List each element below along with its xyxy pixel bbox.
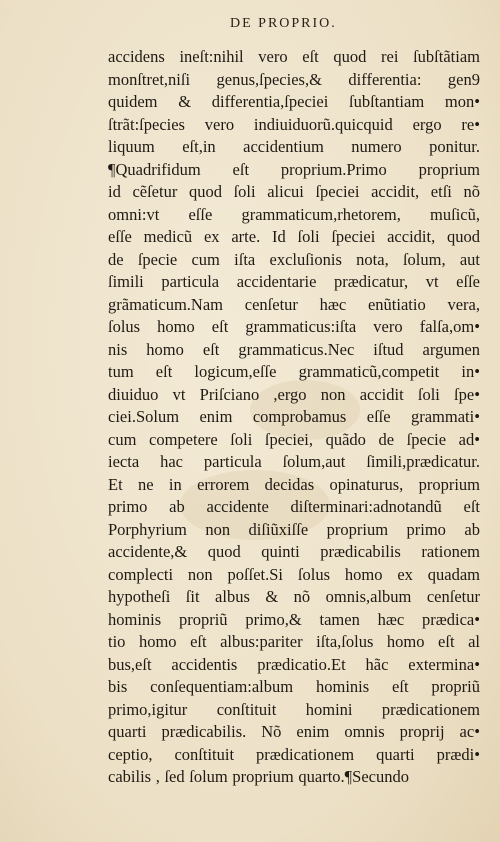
text-line: de ſpecie cum iſta excluſionis nota, ſolum, aut: [108, 249, 480, 269]
text-line: ſimili particula accidentarie prædicatur, vt eſſe: [108, 272, 480, 291]
text-line: cum competere ſoli ſpeciei, quãdo de ſpecie ad•: [108, 429, 480, 449]
text-line: ciei.Solum enim comprobamus eſſe grammati•: [108, 407, 480, 426]
text-line: accidente,& quod quinti prædicabilis rationem: [108, 542, 480, 561]
text-line: Porphyrium non diſiũxiſſe proprium primo ab: [108, 519, 480, 539]
text-line: cabilis , ſed ſolum proprium quarto.¶Secundo: [108, 767, 409, 786]
text-line: ſtrãt:ſpecies vero indiuiduorũ.quicquid ergo re•: [108, 114, 480, 134]
text-line: bus,eſt accidentis prædicatio.Et hãc extermina•: [108, 654, 480, 674]
text-line: ceptio, conſtituit prædicationem quarti prædi•: [108, 744, 480, 764]
text-line: diuiduo vt Priſciano ,ergo non accidit ſoli ſpe•: [108, 384, 480, 404]
text-line: ¶Quadrifidum eſt proprium.Primo proprium: [108, 159, 480, 179]
text-line: tio homo eſt albus:pariter iſta,ſolus homo eſt al: [108, 632, 480, 651]
text-line: bis conſequentiam:album hominis eſt propriũ: [108, 677, 480, 696]
text-line: monſtret,niſi genus,ſpecies,& differentia: gen9: [108, 69, 480, 89]
text-line: id cẽſetur quod ſoli alicui ſpeciei accidit, etſi nõ: [108, 182, 480, 201]
text-line: quarti prædicabilis. Nõ enim omnis proprij ac•: [108, 722, 480, 741]
text-line: hypotheſi ſit albus & nõ omnis,album cenſetur: [108, 587, 480, 606]
text-line: primo ab accidente diſterminari:adnotandũ eſt: [108, 497, 480, 516]
text-line: quidem & differentia,ſpeciei ſubſtantiam mon•: [108, 92, 480, 111]
text-line: iecta hac particula ſolum,aut ſimili,prædicatur.: [108, 452, 480, 471]
text-line: complecti non poſſet.Si ſolus homo ex quadam: [108, 564, 480, 584]
text-line: Et ne in errorem decidas opinaturus, proprium: [108, 474, 480, 494]
text-line: primo,igitur conſtituit homini prædicationem: [108, 699, 480, 719]
running-head: DE PROPRIO.: [230, 16, 337, 31]
text-line: grãmaticum.Nam cenſetur hæc enũtiatio vera,: [108, 294, 480, 314]
text-line: nis homo eſt grammaticus.Nec iſtud argumen: [108, 339, 480, 359]
text-line: liquum eſt,in accidentium numero ponitur.: [108, 137, 480, 156]
text-line: hominis propriũ primo,& tamen hæc prædica•: [108, 609, 480, 629]
text-line: eſſe medicũ ex arte. Id ſoli ſpeciei accidit, quod: [108, 227, 480, 246]
text-line: tum eſt logicum,eſſe grammaticũ,competit in•: [108, 362, 480, 381]
text-line: omni:vt eſſe grammaticum,rhetorem, muſicũ,: [108, 204, 480, 224]
text-line: ſolus homo eſt grammaticus:iſta vero falſa,om•: [108, 317, 480, 336]
text-line: accidens ineſt:nihil vero eſt quod rei ſubſtãtiam: [108, 47, 480, 66]
body-text: [108, 46, 480, 789]
